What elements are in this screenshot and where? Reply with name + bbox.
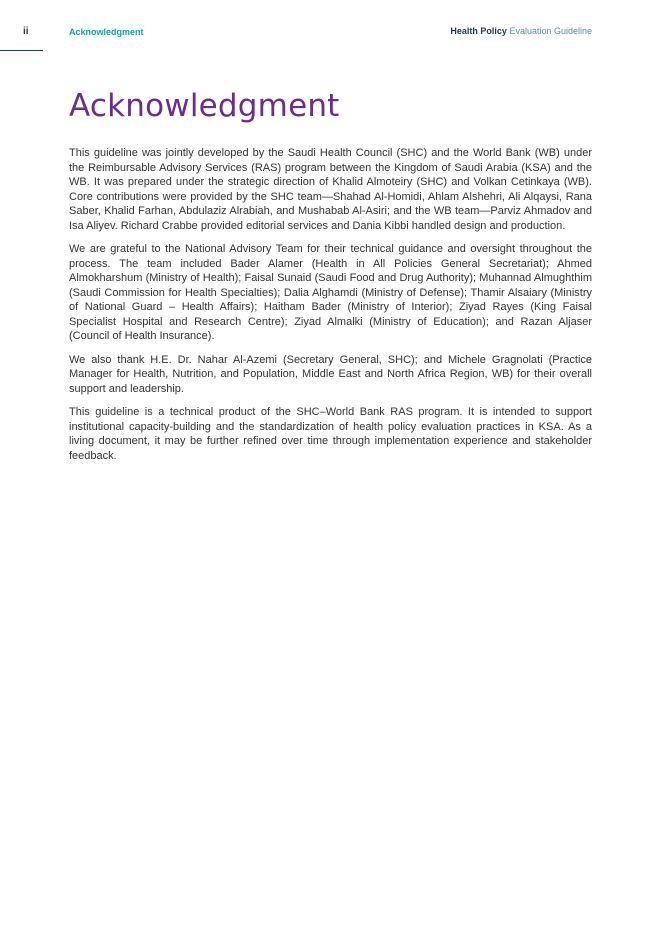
page-number: ii <box>23 26 29 37</box>
page-title: Acknowledgment <box>69 88 340 124</box>
running-title-bold: Health Policy <box>450 26 507 36</box>
paragraph: This guideline was jointly developed by the Saudi Health Council (SHC) and the World Bank (WB) under the Reimbursable Advisory Services (RAS) program between the Kingdom of Saudi Arabia (KSA) and the WB. It was prepared under the strategic direction of Khalid Almoteiry (SHC) and Volkan Cetinkaya (WB). Core contributions were provided by the SHC team—Shahad Al-Homidi, Ahlam Alshehri, Ali Alqaysi, Rana Saber, Khalid Farhan, Abdulaziz Alrabiah, and Mushabab Al-Asiri; and the WB team—Parviz Ahmadov and Isa Aliyev. Richard Crabbe provided editorial services and Dania Kibbi handled design and production. <box>69 147 592 232</box>
body-text <box>69 146 592 472</box>
running-title <box>450 26 592 36</box>
paragraph: We are grateful to the National Advisory Team for their technical guidance and oversight throughout the process. The team included Bader Alamer (Health in All Policies General Secretariat); Ahmed Almokharshum (Ministry of Health); Faisal Sunaid (Saudi Food and Drug Authority); Muhannad Almughthim (Saudi Commission for Health Specialties); Dalia Alghamdi (Ministry of Defense); Thamir Alsaiary (Ministry of National Guard – Health Affairs); Haitham Bader (Ministry of Interior); Ziyad Rayes (King Faisal Specialist Hospital and Research Centre); Ziyad Almalki (Ministry of Education); and Razan Aljaser (Council of Health Insurance). <box>69 243 592 342</box>
paragraph: This guideline is a technical product of the SHC–World Bank RAS program. It is intended to support institutional capacity-building and the standardization of health policy evaluation practices in KSA. As a living document, it may be further refined over time through implementation experience and stakeholder feedback. <box>69 406 592 462</box>
section-label: Acknowledgment <box>69 27 144 37</box>
paragraph: We also thank H.E. Dr. Nahar Al-Azemi (Secretary General, SHC); and Michele Gragnolati (Practice Manager for Health, Nutrition, and Population, Middle East and North Africa Region, WB) for their overall support and leadership. <box>69 353 592 395</box>
running-title-rest: Evaluation Guideline <box>509 26 592 36</box>
header-rule <box>0 50 43 51</box>
